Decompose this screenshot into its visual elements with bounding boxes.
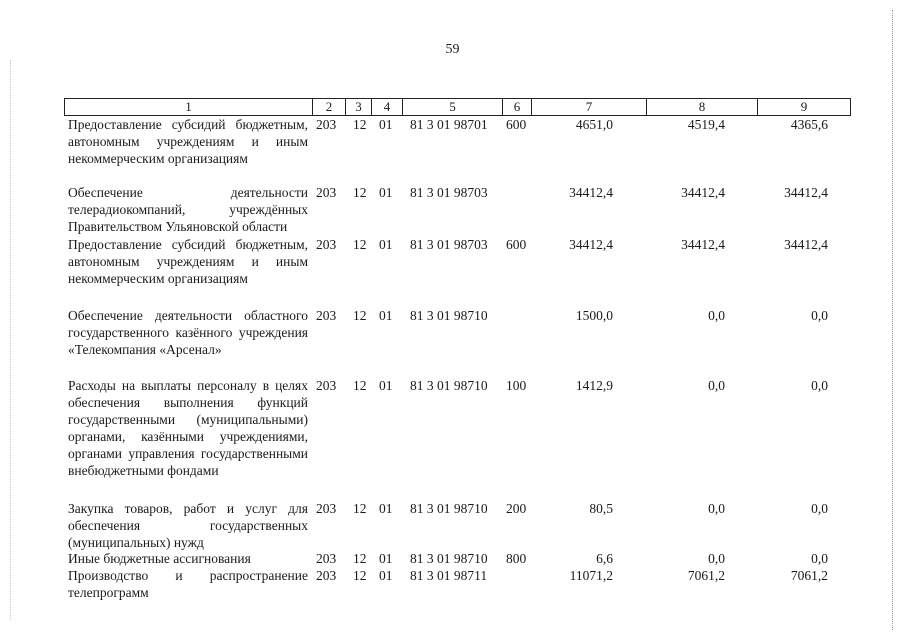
row-name: Закупка товаров, работ и услуг для обеспечения государственных (муниципальных) нужд [68, 501, 308, 550]
row-col-4: 01 [379, 237, 393, 252]
row-col-4: 01 [379, 117, 393, 132]
row-col-8: 0,0 [708, 551, 725, 566]
row-col-9: 34412,4 [784, 185, 828, 200]
row-col-8: 4519,4 [687, 117, 725, 132]
column-number-header [64, 98, 851, 116]
row-col-9: 0,0 [811, 551, 828, 566]
header-col-1: 1 [65, 99, 313, 116]
row-col-2: 203 [316, 237, 337, 252]
scan-edge-right [892, 10, 893, 630]
row-col-7: 34412,4 [569, 237, 613, 252]
row-col-3: 12 [353, 551, 367, 566]
row-col-4: 01 [379, 308, 393, 323]
row-name: Иные бюджетные ассигнования [68, 551, 251, 566]
row-col-6: 200 [506, 501, 527, 516]
row-col-2: 203 [316, 378, 337, 393]
row-col-3: 12 [353, 501, 367, 516]
row-name: Производство и распространение телепрограмм [68, 568, 308, 600]
row-col-3: 12 [353, 237, 367, 252]
row-name: Обеспечение деятельности областного государственного казённого учреждения «Телекомпания «Арсенал» [68, 308, 308, 357]
row-col-2: 203 [316, 308, 337, 323]
row-col-2: 203 [316, 117, 337, 132]
header-col-4: 4 [372, 99, 403, 116]
row-col-9: 34412,4 [784, 237, 828, 252]
row-col-2: 203 [316, 501, 337, 516]
row-col-3: 12 [353, 568, 367, 583]
row-col-8: 0,0 [708, 308, 725, 323]
page-number: 59 [445, 42, 460, 57]
row-col-6: 100 [506, 378, 527, 393]
row-col-4: 01 [379, 551, 393, 566]
row-col-7: 4651,0 [575, 117, 613, 132]
header-col-2: 2 [313, 99, 346, 116]
row-col-7: 80,5 [589, 501, 613, 516]
row-col-9: 0,0 [811, 501, 828, 516]
header-col-3: 3 [346, 99, 372, 116]
row-col-8: 0,0 [708, 501, 725, 516]
row-col-9: 0,0 [811, 308, 828, 323]
row-col-3: 12 [353, 378, 367, 393]
row-col-8: 34412,4 [681, 185, 725, 200]
row-col-5: 81 3 01 98710 [410, 551, 488, 566]
row-col-4: 01 [379, 568, 393, 583]
row-col-7: 11071,2 [569, 568, 613, 583]
row-col-9: 0,0 [811, 378, 828, 393]
row-col-2: 203 [316, 551, 337, 566]
row-col-7: 34412,4 [569, 185, 613, 200]
row-col-4: 01 [379, 378, 393, 393]
row-col-2: 203 [316, 568, 337, 583]
row-col-6: 600 [506, 237, 527, 252]
row-col-6: 600 [506, 117, 527, 132]
row-col-7: 1412,9 [575, 378, 613, 393]
row-col-5: 81 3 01 98710 [410, 378, 488, 393]
header-col-8: 8 [647, 99, 758, 116]
row-col-7: 6,6 [596, 551, 613, 566]
scan-edge-left [10, 60, 11, 620]
row-col-4: 01 [379, 501, 393, 516]
row-col-5: 81 3 01 98710 [410, 308, 488, 323]
row-col-4: 01 [379, 185, 393, 200]
row-col-7: 1500,0 [575, 308, 613, 323]
row-col-2: 203 [316, 185, 337, 200]
row-name: Обеспечение деятельности телерадиокомпаний, учреждённых Правительством Ульяновской области [68, 185, 308, 234]
row-col-9: 4365,6 [790, 117, 828, 132]
row-col-8: 0,0 [708, 378, 725, 393]
row-col-5: 81 3 01 98701 [410, 117, 488, 132]
row-col-5: 81 3 01 98703 [410, 185, 488, 200]
row-col-3: 12 [353, 185, 367, 200]
row-name: Предоставление субсидий бюджетным, автономным учреждениям и иным некоммерческим организациям [68, 117, 308, 166]
header-col-5: 5 [403, 99, 503, 116]
row-name: Расходы на выплаты персоналу в целях обеспечения выполнения функций государственными (муниципальными) органами, казёнными учреждениями, органами управления государственными внебюджетными фондами [68, 378, 308, 478]
row-col-6: 800 [506, 551, 527, 566]
row-col-9: 7061,2 [790, 568, 828, 583]
header-col-6: 6 [503, 99, 532, 116]
row-col-3: 12 [353, 308, 367, 323]
row-col-5: 81 3 01 98711 [410, 568, 488, 583]
row-col-8: 34412,4 [681, 237, 725, 252]
row-col-8: 7061,2 [687, 568, 725, 583]
row-col-3: 12 [353, 117, 367, 132]
header-col-7: 7 [532, 99, 647, 116]
header-col-9: 9 [758, 99, 851, 116]
row-col-5: 81 3 01 98710 [410, 501, 488, 516]
row-name: Предоставление субсидий бюджетным, автономным учреждениям и иным некоммерческим организациям [68, 237, 308, 286]
row-col-5: 81 3 01 98703 [410, 237, 488, 252]
